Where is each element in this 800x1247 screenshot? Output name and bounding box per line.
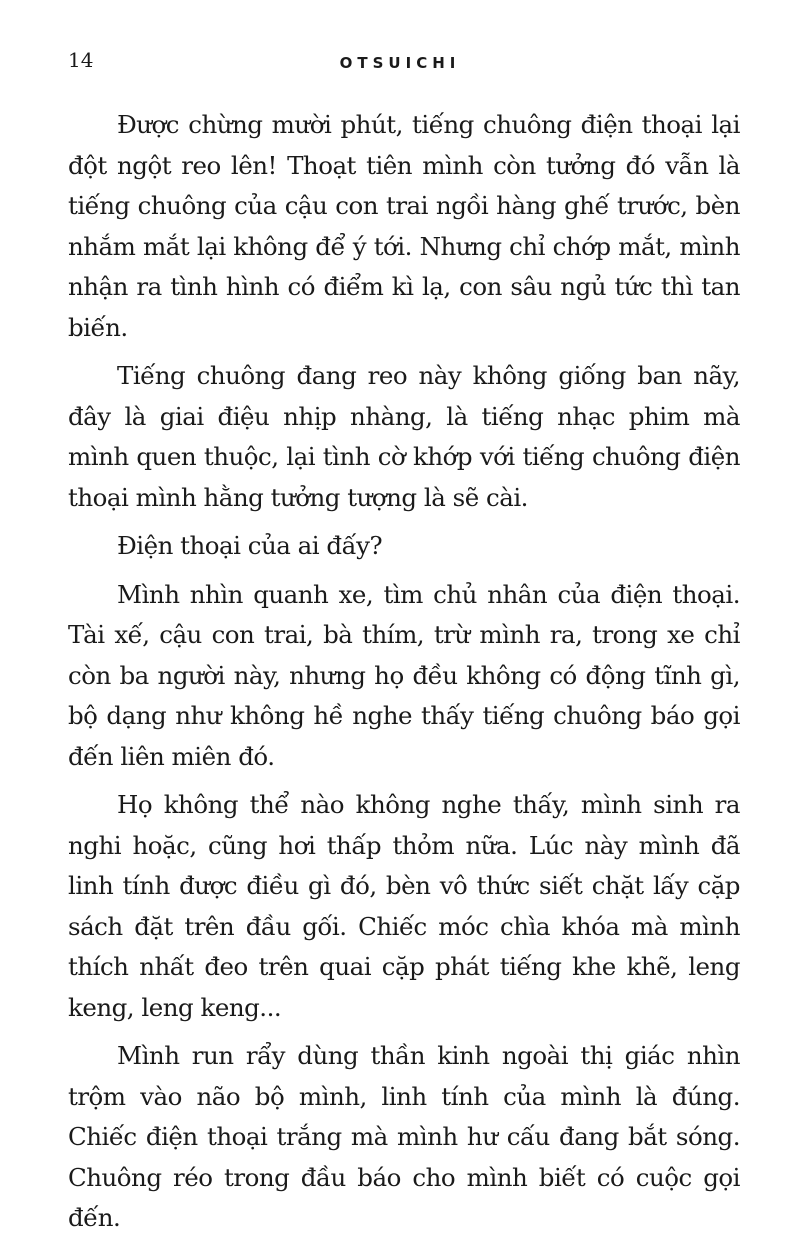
paragraph: Mình run rẩy dùng thần kinh ngoài thị giác nhìn trộm vào não bộ mình, linh tính của mình là đúng. Chiếc điện thoại trắng mà mình hư cấu đang bắt sóng. Chuông réo trong đầu báo cho mình biết có cuộc gọi đến. [68, 1041, 740, 1232]
body-text [68, 105, 740, 1247]
paragraph: Tiếng chuông đang reo này không giống ban nãy, đây là giai điệu nhịp nhàng, là tiếng nhạc phim mà mình quen thuộc, lại tình cờ khớp với tiếng chuông điện thoại mình hằng tưởng tượng là sẽ cài. [68, 361, 740, 512]
paragraph: Mình nhìn quanh xe, tìm chủ nhân của điện thoại. Tài xế, cậu con trai, bà thím, trừ mình ra, trong xe chỉ còn ba người này, nhưng họ đều không có động tĩnh gì, bộ dạng như không hề nghe thấy tiếng chuông báo gọi đến liên miên đó. [68, 579, 740, 771]
paragraph: Điện thoại của ai đấy? [117, 531, 383, 560]
running-title: OTSUICHI [339, 54, 461, 72]
page-number: 14 [68, 48, 94, 72]
paragraph: Được chừng mười phút, tiếng chuông điện thoại lại đột ngột reo lên! Thoạt tiên mình còn tưởng đó vẫn là tiếng chuông của cậu con trai ngồi hàng ghế trước, bèn nhắm mắt lại không để ý tới. Nhưng chỉ chớp mắt, mình nhận ra tình hình có điểm kì lạ, con sâu ngủ tức thì tan biến. [68, 110, 740, 342]
paragraph: Họ không thể nào không nghe thấy, mình sinh ra nghi hoặc, cũng hơi thấp thỏm nữa. Lúc này mình đã linh tính được điều gì đó, bèn vô thức siết chặt lấy cặp sách đặt trên đầu gối. Chiếc móc chìa khóa mà mình thích nhất đeo trên quai cặp phát tiếng khe khẽ, leng keng, leng keng... [68, 790, 740, 1022]
